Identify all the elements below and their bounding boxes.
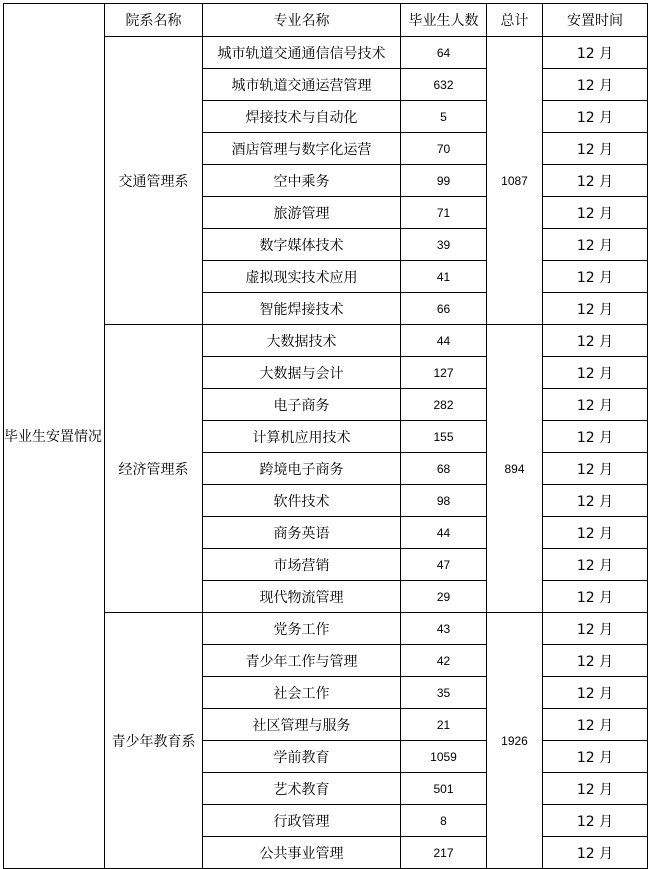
major-name-cell: 计算机应用技术: [203, 421, 401, 453]
graduate-count-cell: 5: [401, 101, 487, 133]
major-name-cell: 商务英语: [203, 517, 401, 549]
placement-time-cell: 12 月: [543, 357, 648, 389]
placement-time-cell: 12 月: [543, 37, 648, 69]
graduate-count-cell: 64: [401, 37, 487, 69]
graduate-count-cell: 155: [401, 421, 487, 453]
major-name-cell: 酒店管理与数字化运营: [203, 133, 401, 165]
graduate-placement-table: [3, 3, 648, 869]
major-name-cell: 跨境电子商务: [203, 453, 401, 485]
graduate-count-cell: 1059: [401, 741, 487, 773]
graduate-count-cell: 39: [401, 229, 487, 261]
graduate-count-cell: 70: [401, 133, 487, 165]
graduate-count-cell: 99: [401, 165, 487, 197]
placement-time-cell: 12 月: [543, 709, 648, 741]
major-name-cell: 智能焊接技术: [203, 293, 401, 325]
header-placement-time: 安置时间: [543, 4, 648, 37]
major-name-cell: 青少年工作与管理: [203, 645, 401, 677]
major-name-cell: 电子商务: [203, 389, 401, 421]
major-name-cell: 学前教育: [203, 741, 401, 773]
graduate-count-cell: 41: [401, 261, 487, 293]
graduate-count-cell: 68: [401, 453, 487, 485]
graduate-count-cell: 501: [401, 773, 487, 805]
placement-time-cell: 12 月: [543, 773, 648, 805]
placement-time-cell: 12 月: [543, 165, 648, 197]
department-total-cell: 1926: [487, 613, 543, 869]
header-department: 院系名称: [105, 4, 203, 37]
department-total-cell: 1087: [487, 37, 543, 325]
major-name-cell: 党务工作: [203, 613, 401, 645]
major-name-cell: 数字媒体技术: [203, 229, 401, 261]
major-name-cell: 艺术教育: [203, 773, 401, 805]
department-name-cell: 交通管理系: [105, 37, 203, 325]
graduate-count-cell: 8: [401, 805, 487, 837]
department-total-cell: 894: [487, 325, 543, 613]
placement-time-cell: 12 月: [543, 485, 648, 517]
major-name-cell: 焊接技术与自动化: [203, 101, 401, 133]
graduate-count-cell: 282: [401, 389, 487, 421]
placement-time-cell: 12 月: [543, 677, 648, 709]
graduate-count-cell: 632: [401, 69, 487, 101]
placement-time-cell: 12 月: [543, 133, 648, 165]
graduate-count-cell: 43: [401, 613, 487, 645]
major-name-cell: 城市轨道交通运营管理: [203, 69, 401, 101]
graduate-count-cell: 47: [401, 549, 487, 581]
graduate-count-cell: 98: [401, 485, 487, 517]
placement-time-cell: 12 月: [543, 805, 648, 837]
major-name-cell: 软件技术: [203, 485, 401, 517]
placement-time-cell: 12 月: [543, 581, 648, 613]
placement-time-cell: 12 月: [543, 549, 648, 581]
department-name-cell: 青少年教育系: [105, 613, 203, 869]
placement-time-cell: 12 月: [543, 261, 648, 293]
graduate-count-cell: 217: [401, 837, 487, 869]
table-body: [4, 4, 648, 869]
placement-time-cell: 12 月: [543, 69, 648, 101]
placement-time-cell: 12 月: [543, 517, 648, 549]
major-name-cell: 社区管理与服务: [203, 709, 401, 741]
graduate-count-cell: 44: [401, 517, 487, 549]
placement-time-cell: 12 月: [543, 101, 648, 133]
header-row: [4, 4, 648, 37]
placement-time-cell: 12 月: [543, 613, 648, 645]
graduate-count-cell: 66: [401, 293, 487, 325]
major-name-cell: 行政管理: [203, 805, 401, 837]
major-name-cell: 虚拟现实技术应用: [203, 261, 401, 293]
major-name-cell: 大数据技术: [203, 325, 401, 357]
placement-time-cell: 12 月: [543, 389, 648, 421]
placement-time-cell: 12 月: [543, 293, 648, 325]
header-total: 总计: [487, 4, 543, 37]
placement-time-cell: 12 月: [543, 421, 648, 453]
major-name-cell: 空中乘务: [203, 165, 401, 197]
department-name-cell: 经济管理系: [105, 325, 203, 613]
graduate-count-cell: 71: [401, 197, 487, 229]
major-name-cell: 公共事业管理: [203, 837, 401, 869]
placement-time-cell: 12 月: [543, 837, 648, 869]
header-graduates: 毕业生人数: [401, 4, 487, 37]
major-name-cell: 市场营销: [203, 549, 401, 581]
major-name-cell: 社会工作: [203, 677, 401, 709]
major-name-cell: 旅游管理: [203, 197, 401, 229]
graduate-count-cell: 21: [401, 709, 487, 741]
graduate-count-cell: 127: [401, 357, 487, 389]
placement-time-cell: 12 月: [543, 741, 648, 773]
side-label-cell: 毕业生安置情况: [4, 4, 105, 869]
major-name-cell: 城市轨道交通通信信号技术: [203, 37, 401, 69]
placement-time-cell: 12 月: [543, 197, 648, 229]
placement-time-cell: 12 月: [543, 229, 648, 261]
placement-time-cell: 12 月: [543, 453, 648, 485]
major-name-cell: 现代物流管理: [203, 581, 401, 613]
graduate-count-cell: 35: [401, 677, 487, 709]
graduate-count-cell: 42: [401, 645, 487, 677]
major-name-cell: 大数据与会计: [203, 357, 401, 389]
graduate-count-cell: 44: [401, 325, 487, 357]
header-major: 专业名称: [203, 4, 401, 37]
placement-time-cell: 12 月: [543, 645, 648, 677]
placement-time-cell: 12 月: [543, 325, 648, 357]
graduate-count-cell: 29: [401, 581, 487, 613]
